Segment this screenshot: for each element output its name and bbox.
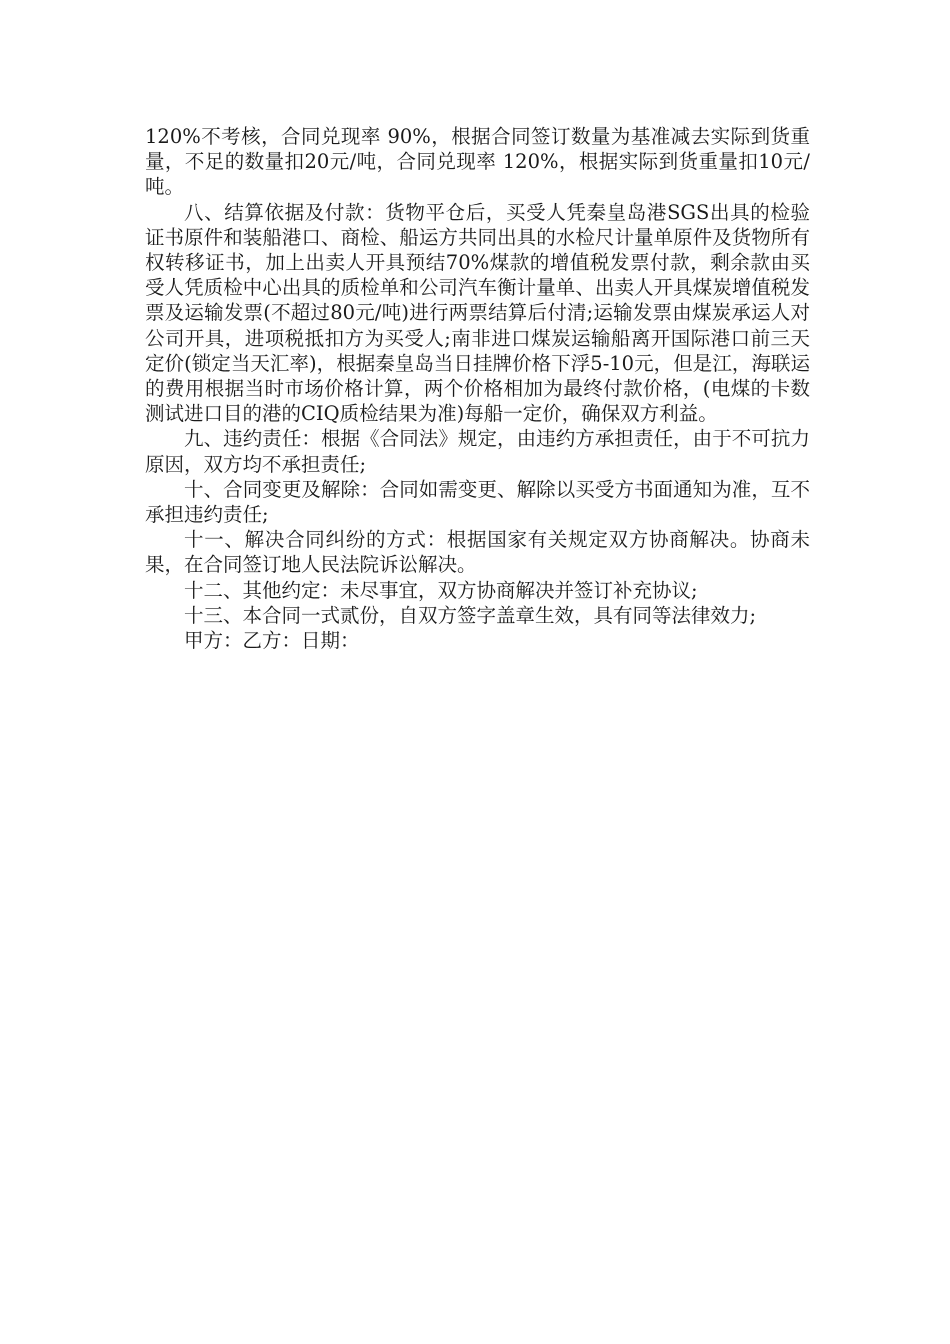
paragraph-other-terms: 十二、其他约定：未尽事宜，双方协商解决并签订补充协议; [184, 578, 698, 602]
paragraph-settlement-payment: 八、结算依据及付款：货物平仓后，买受人凭秦皇岛港SGS出具的检验证书原件和装船港口、商检、船运方共同出具的水检尺计量单原件及货物所有权转移证书，加上出卖人开具预结70%煤款的增值税发票付款，剩余款由买受人凭质检中心出具的质检单和公司汽车衡计量单、出卖人开具煤炭增值税发票及运输发票(不超过80元/吨)进行两票结算后付清;运输发票由煤炭承运人对公司开具，进项税抵扣方为买受人;南非进口煤炭运输船离开国际港口前三天定价(锁定当天汇率)，根据秦皇岛当日挂牌价格下浮5-10元，但是江，海联运的费用根据当时市场价格计算，两个价格相加为最终付款价格，(电煤的卡数测试进口目的港的CIQ质检结果为准)每船一定价，确保双方利益。 [145, 200, 810, 426]
paragraph-copies-validity: 十三、本合同一式贰份，自双方签字盖章生效，具有同等法律效力; [184, 603, 757, 627]
paragraph-quantity-terms: 120%不考核，合同兑现率 90%，根据合同签订数量为基准减去实际到货重量，不足的数量扣20元/吨，合同兑现率 120%，根据实际到货重量扣10元/吨。 [145, 125, 810, 199]
document-body [145, 124, 810, 653]
paragraph-breach-liability: 九、违约责任：根据《合同法》规定，由违约方承担责任，由于不可抗力原因，双方均不承担责任; [145, 427, 810, 476]
paragraph-contract-change: 十、合同变更及解除：合同如需变更、解除以买受方书面通知为准，互不承担违约责任; [145, 477, 810, 527]
signature-line: 甲方：乙方：日期： [184, 629, 360, 653]
paragraph-dispute-resolution: 十一、解决合同纠纷的方式：根据国家有关规定双方协商解决。协商未果，在合同签订地人民法院诉讼解决。 [145, 528, 810, 577]
